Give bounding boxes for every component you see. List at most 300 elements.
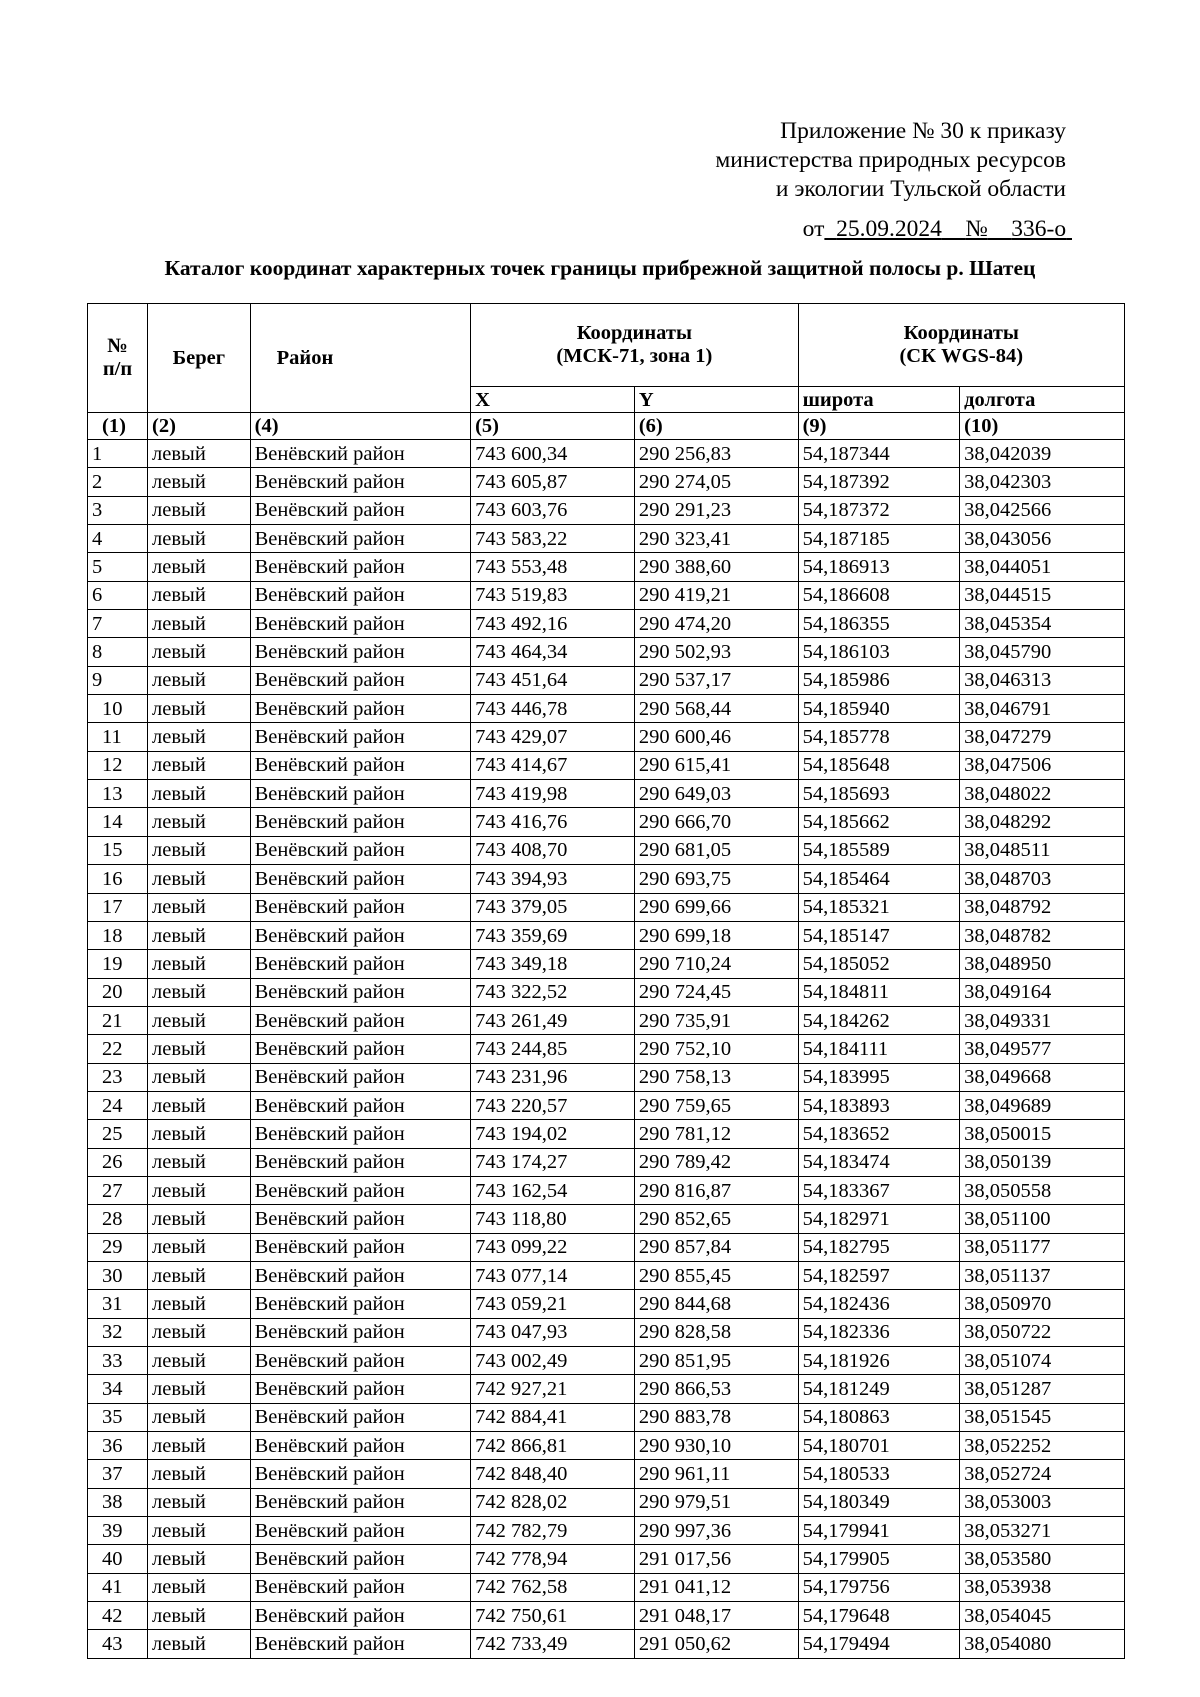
col-header-district: Район [250, 304, 470, 413]
bank-cell: левый [148, 1403, 251, 1431]
table-row [88, 1460, 1125, 1488]
column-number-cell: (9) [798, 413, 960, 440]
coord-x-cell: 743 429,07 [471, 723, 635, 751]
latitude-cell: 54,186913 [798, 553, 960, 581]
district-cell: Венёвский район [250, 638, 470, 666]
point-number-cell: 12 [88, 751, 148, 779]
coord-x-cell: 743 077,14 [471, 1261, 635, 1289]
longitude-cell: 38,054080 [960, 1630, 1125, 1658]
coord-y-cell: 290 710,24 [634, 950, 798, 978]
district-cell: Венёвский район [250, 1545, 470, 1573]
bank-cell: левый [148, 1035, 251, 1063]
bank-cell: левый [148, 1602, 251, 1630]
coord-y-cell: 290 758,13 [634, 1063, 798, 1091]
coord-y-cell: 290 735,91 [634, 1006, 798, 1034]
longitude-cell: 38,051074 [960, 1347, 1125, 1375]
longitude-cell: 38,048022 [960, 780, 1125, 808]
longitude-cell: 38,042303 [960, 468, 1125, 496]
longitude-cell: 38,042566 [960, 496, 1125, 524]
coord-x-cell: 742 848,40 [471, 1460, 635, 1488]
latitude-cell: 54,181926 [798, 1347, 960, 1375]
district-cell: Венёвский район [250, 1063, 470, 1091]
bank-cell: левый [148, 1517, 251, 1545]
bank-cell: левый [148, 1545, 251, 1573]
point-number-cell: 15 [88, 836, 148, 864]
bank-cell: левый [148, 1233, 251, 1261]
point-number-cell: 8 [88, 638, 148, 666]
table-row [88, 1347, 1125, 1375]
latitude-cell: 54,179494 [798, 1630, 960, 1658]
coord-y-cell: 290 291,23 [634, 496, 798, 524]
appendix-line-3: и экологии Тульской области [775, 176, 1066, 202]
point-number-cell: 14 [88, 808, 148, 836]
point-number-cell: 41 [88, 1573, 148, 1601]
col-header-coords-msk: Координаты (МСК-71, зона 1) [471, 304, 798, 387]
document-title: Каталог координат характерных точек границы прибрежной защитной полосы р. Шатец [164, 256, 1036, 280]
latitude-cell: 54,186355 [798, 610, 960, 638]
latitude-cell: 54,187392 [798, 468, 960, 496]
bank-cell: левый [148, 695, 251, 723]
bank-cell: левый [148, 1375, 251, 1403]
point-number-cell: 39 [88, 1517, 148, 1545]
bank-cell: левый [148, 1460, 251, 1488]
point-number-cell: 20 [88, 978, 148, 1006]
coord-y-cell: 290 699,66 [634, 893, 798, 921]
latitude-cell: 54,184262 [798, 1006, 960, 1034]
table-row [88, 496, 1125, 524]
coord-y-cell: 290 600,46 [634, 723, 798, 751]
table-row [88, 1403, 1125, 1431]
coord-x-cell: 743 244,85 [471, 1035, 635, 1063]
district-cell: Венёвский район [250, 1318, 470, 1346]
coord-x-cell: 743 414,67 [471, 751, 635, 779]
latitude-cell: 54,182597 [798, 1261, 960, 1289]
appendix-line-2: министерства природных ресурсов [715, 147, 1066, 173]
district-cell: Венёвский район [250, 1035, 470, 1063]
coord-y-cell: 290 759,65 [634, 1091, 798, 1119]
latitude-cell: 54,180533 [798, 1460, 960, 1488]
longitude-cell: 38,049164 [960, 978, 1125, 1006]
district-cell: Венёвский район [250, 581, 470, 609]
table-row [88, 1488, 1125, 1516]
longitude-cell: 38,051100 [960, 1205, 1125, 1233]
table-row [88, 978, 1125, 1006]
coord-y-cell: 290 851,95 [634, 1347, 798, 1375]
table-row [88, 1318, 1125, 1346]
col-header-num: № п/п [88, 304, 148, 413]
bank-cell: левый [148, 610, 251, 638]
coord-x-cell: 743 059,21 [471, 1290, 635, 1318]
district-cell: Венёвский район [250, 666, 470, 694]
latitude-cell: 54,184811 [798, 978, 960, 1006]
coord-x-cell: 743 261,49 [471, 1006, 635, 1034]
bank-cell: левый [148, 1176, 251, 1204]
point-number-cell: 13 [88, 780, 148, 808]
col-header-coords-wgs: Координаты (СК WGS-84) [798, 304, 1124, 387]
district-cell: Венёвский район [250, 1148, 470, 1176]
point-number-cell: 21 [88, 1006, 148, 1034]
latitude-cell: 54,183995 [798, 1063, 960, 1091]
col-header-x: X [471, 387, 635, 413]
point-number-cell: 33 [88, 1347, 148, 1375]
coord-y-cell: 290 857,84 [634, 1233, 798, 1261]
point-number-cell: 23 [88, 1063, 148, 1091]
latitude-cell: 54,182971 [798, 1205, 960, 1233]
coord-x-cell: 743 583,22 [471, 525, 635, 553]
table-row [88, 1630, 1125, 1658]
district-cell: Венёвский район [250, 865, 470, 893]
order-number: № 336-о [965, 216, 1067, 242]
coord-x-cell: 742 750,61 [471, 1602, 635, 1630]
longitude-cell: 38,049668 [960, 1063, 1125, 1091]
bank-cell: левый [148, 1347, 251, 1375]
header-row [88, 304, 1125, 387]
longitude-cell: 38,046313 [960, 666, 1125, 694]
district-cell: Венёвский район [250, 468, 470, 496]
longitude-cell: 38,045790 [960, 638, 1125, 666]
district-cell: Венёвский район [250, 1403, 470, 1431]
latitude-cell: 54,179756 [798, 1573, 960, 1601]
coord-y-cell: 290 666,70 [634, 808, 798, 836]
coord-x-cell: 743 047,93 [471, 1318, 635, 1346]
coord-x-cell: 742 778,94 [471, 1545, 635, 1573]
table-row [88, 638, 1125, 666]
coord-y-cell: 290 883,78 [634, 1403, 798, 1431]
table-row [88, 1205, 1125, 1233]
table-row [88, 950, 1125, 978]
coord-y-cell: 290 816,87 [634, 1176, 798, 1204]
point-number-cell: 19 [88, 950, 148, 978]
longitude-cell: 38,044515 [960, 581, 1125, 609]
table-row [88, 525, 1125, 553]
district-cell: Венёвский район [250, 1120, 470, 1148]
district-cell: Венёвский район [250, 695, 470, 723]
coord-y-cell: 291 017,56 [634, 1545, 798, 1573]
order-reference [803, 215, 1072, 244]
table-row [88, 468, 1125, 496]
col-header-bank: Берег [148, 304, 251, 413]
table-row [88, 666, 1125, 694]
coord-x-cell: 743 322,52 [471, 978, 635, 1006]
latitude-cell: 54,183367 [798, 1176, 960, 1204]
longitude-cell: 38,048782 [960, 921, 1125, 949]
point-number-cell: 10 [88, 695, 148, 723]
longitude-cell: 38,042039 [960, 440, 1125, 468]
point-number-cell: 6 [88, 581, 148, 609]
bank-cell: левый [148, 553, 251, 581]
bank-cell: левый [148, 1488, 251, 1516]
bank-cell: левый [148, 440, 251, 468]
table-row [88, 581, 1125, 609]
order-prefix: от [802, 216, 825, 242]
point-number-cell: 37 [88, 1460, 148, 1488]
point-number-cell: 28 [88, 1205, 148, 1233]
longitude-cell: 38,043056 [960, 525, 1125, 553]
column-number-cell: (1) [88, 413, 148, 440]
table-row [88, 1375, 1125, 1403]
table-row [88, 1573, 1125, 1601]
coord-y-cell: 290 693,75 [634, 865, 798, 893]
point-number-cell: 3 [88, 496, 148, 524]
table-row [88, 1035, 1125, 1063]
table-row [88, 1120, 1125, 1148]
district-cell: Венёвский район [250, 1006, 470, 1034]
latitude-cell: 54,186103 [798, 638, 960, 666]
bank-cell: левый [148, 468, 251, 496]
latitude-cell: 54,182336 [798, 1318, 960, 1346]
point-number-cell: 5 [88, 553, 148, 581]
point-number-cell: 27 [88, 1176, 148, 1204]
district-cell: Венёвский район [250, 1602, 470, 1630]
bank-cell: левый [148, 808, 251, 836]
district-cell: Венёвский район [250, 1460, 470, 1488]
coord-y-cell: 290 256,83 [634, 440, 798, 468]
longitude-cell: 38,044051 [960, 553, 1125, 581]
column-number-cell: (4) [250, 413, 470, 440]
coord-x-cell: 743 492,16 [471, 610, 635, 638]
latitude-cell: 54,185052 [798, 950, 960, 978]
table-row [88, 1176, 1125, 1204]
coordinates-table [87, 303, 1125, 1659]
longitude-cell: 38,045354 [960, 610, 1125, 638]
coord-x-cell: 743 519,83 [471, 581, 635, 609]
bank-cell: левый [148, 1120, 251, 1148]
latitude-cell: 54,180863 [798, 1403, 960, 1431]
coord-x-cell: 743 446,78 [471, 695, 635, 723]
district-cell: Венёвский район [250, 610, 470, 638]
coord-y-cell: 290 724,45 [634, 978, 798, 1006]
col-header-lat: широта [798, 387, 960, 413]
table-row [88, 1006, 1125, 1034]
table-row [88, 893, 1125, 921]
point-number-cell: 29 [88, 1233, 148, 1261]
point-number-cell: 16 [88, 865, 148, 893]
district-cell: Венёвский район [250, 1233, 470, 1261]
coord-y-cell: 290 274,05 [634, 468, 798, 496]
bank-cell: левый [148, 1091, 251, 1119]
coord-x-cell: 743 002,49 [471, 1347, 635, 1375]
coord-y-cell: 290 502,93 [634, 638, 798, 666]
point-number-cell: 11 [88, 723, 148, 751]
table-row [88, 1602, 1125, 1630]
bank-cell: левый [148, 1432, 251, 1460]
coord-y-cell: 290 649,03 [634, 780, 798, 808]
longitude-cell: 38,053938 [960, 1573, 1125, 1601]
table-row [88, 1148, 1125, 1176]
table-row [88, 695, 1125, 723]
coord-x-cell: 742 884,41 [471, 1403, 635, 1431]
point-number-cell: 7 [88, 610, 148, 638]
district-cell: Венёвский район [250, 1488, 470, 1516]
bank-cell: левый [148, 581, 251, 609]
bank-cell: левый [148, 836, 251, 864]
longitude-cell: 38,048950 [960, 950, 1125, 978]
coord-x-cell: 742 828,02 [471, 1488, 635, 1516]
appendix-line-1: Приложение № 30 к приказу [780, 118, 1066, 144]
district-cell: Венёвский район [250, 1261, 470, 1289]
coord-x-cell: 743 118,80 [471, 1205, 635, 1233]
table-row [88, 808, 1125, 836]
bank-cell: левый [148, 893, 251, 921]
latitude-cell: 54,180701 [798, 1432, 960, 1460]
coord-x-cell: 743 162,54 [471, 1176, 635, 1204]
coord-y-cell: 291 041,12 [634, 1573, 798, 1601]
coord-x-cell: 742 762,58 [471, 1573, 635, 1601]
district-cell: Венёвский район [250, 1205, 470, 1233]
latitude-cell: 54,183652 [798, 1120, 960, 1148]
coord-y-cell: 290 781,12 [634, 1120, 798, 1148]
column-number-cell: (10) [960, 413, 1125, 440]
bank-cell: левый [148, 865, 251, 893]
coord-y-cell: 290 681,05 [634, 836, 798, 864]
column-number-cell: (6) [634, 413, 798, 440]
longitude-cell: 38,054045 [960, 1602, 1125, 1630]
coord-x-cell: 742 866,81 [471, 1432, 635, 1460]
point-number-cell: 2 [88, 468, 148, 496]
latitude-cell: 54,185464 [798, 865, 960, 893]
table-row [88, 1261, 1125, 1289]
bank-cell: левый [148, 1630, 251, 1658]
table-row [88, 1432, 1125, 1460]
latitude-cell: 54,182795 [798, 1233, 960, 1261]
bank-cell: левый [148, 1006, 251, 1034]
table-row [88, 780, 1125, 808]
appendix-header [506, 117, 1066, 204]
longitude-cell: 38,049577 [960, 1035, 1125, 1063]
longitude-cell: 38,047279 [960, 723, 1125, 751]
coord-y-cell: 290 752,10 [634, 1035, 798, 1063]
coord-x-cell: 742 733,49 [471, 1630, 635, 1658]
point-number-cell: 43 [88, 1630, 148, 1658]
district-cell: Венёвский район [250, 1432, 470, 1460]
bank-cell: левый [148, 751, 251, 779]
coord-x-cell: 743 194,02 [471, 1120, 635, 1148]
district-cell: Венёвский район [250, 780, 470, 808]
table-row [88, 1233, 1125, 1261]
point-number-cell: 18 [88, 921, 148, 949]
point-number-cell: 35 [88, 1403, 148, 1431]
district-cell: Венёвский район [250, 836, 470, 864]
table-row [88, 1063, 1125, 1091]
district-cell: Венёвский район [250, 1347, 470, 1375]
bank-cell: левый [148, 666, 251, 694]
district-cell: Венёвский район [250, 1630, 470, 1658]
coord-x-cell: 743 600,34 [471, 440, 635, 468]
coord-x-cell: 743 605,87 [471, 468, 635, 496]
coord-y-cell: 290 855,45 [634, 1261, 798, 1289]
coord-y-cell: 290 997,36 [634, 1517, 798, 1545]
district-cell: Венёвский район [250, 751, 470, 779]
table-row [88, 836, 1125, 864]
coord-x-cell: 743 174,27 [471, 1148, 635, 1176]
longitude-cell: 38,046791 [960, 695, 1125, 723]
order-date: 25.09.2024 [836, 216, 942, 242]
point-number-cell: 32 [88, 1318, 148, 1346]
bank-cell: левый [148, 723, 251, 751]
longitude-cell: 38,050558 [960, 1176, 1125, 1204]
district-cell: Венёвский район [250, 553, 470, 581]
longitude-cell: 38,047506 [960, 751, 1125, 779]
district-cell: Венёвский район [250, 525, 470, 553]
bank-cell: левый [148, 950, 251, 978]
longitude-cell: 38,048292 [960, 808, 1125, 836]
coord-y-cell: 290 789,42 [634, 1148, 798, 1176]
latitude-cell: 54,187185 [798, 525, 960, 553]
longitude-cell: 38,049689 [960, 1091, 1125, 1119]
coord-y-cell: 290 388,60 [634, 553, 798, 581]
coord-x-cell: 743 451,64 [471, 666, 635, 694]
table-row [88, 1091, 1125, 1119]
district-cell: Венёвский район [250, 440, 470, 468]
coord-y-cell: 290 866,53 [634, 1375, 798, 1403]
coord-y-cell: 290 699,18 [634, 921, 798, 949]
district-cell: Венёвский район [250, 1091, 470, 1119]
bank-cell: левый [148, 1205, 251, 1233]
table-row [88, 440, 1125, 468]
point-number-cell: 4 [88, 525, 148, 553]
district-cell: Венёвский район [250, 1290, 470, 1318]
latitude-cell: 54,185940 [798, 695, 960, 723]
longitude-cell: 38,051287 [960, 1375, 1125, 1403]
point-number-cell: 26 [88, 1148, 148, 1176]
longitude-cell: 38,048511 [960, 836, 1125, 864]
bank-cell: левый [148, 638, 251, 666]
longitude-cell: 38,049331 [960, 1006, 1125, 1034]
district-cell: Венёвский район [250, 921, 470, 949]
table-row [88, 610, 1125, 638]
latitude-cell: 54,179648 [798, 1602, 960, 1630]
coord-x-cell: 743 231,96 [471, 1063, 635, 1091]
coord-x-cell: 743 603,76 [471, 496, 635, 524]
point-number-cell: 40 [88, 1545, 148, 1573]
bank-cell: левый [148, 1573, 251, 1601]
longitude-cell: 38,053580 [960, 1545, 1125, 1573]
coord-y-cell: 291 048,17 [634, 1602, 798, 1630]
bank-cell: левый [148, 1148, 251, 1176]
coord-y-cell: 291 050,62 [634, 1630, 798, 1658]
district-cell: Венёвский район [250, 1573, 470, 1601]
point-number-cell: 30 [88, 1261, 148, 1289]
table-row [88, 751, 1125, 779]
bank-cell: левый [148, 1261, 251, 1289]
col-header-lon: долгота [960, 387, 1125, 413]
longitude-cell: 38,050015 [960, 1120, 1125, 1148]
coord-x-cell: 743 349,18 [471, 950, 635, 978]
longitude-cell: 38,051177 [960, 1233, 1125, 1261]
district-cell: Венёвский район [250, 950, 470, 978]
coord-y-cell: 290 852,65 [634, 1205, 798, 1233]
coord-x-cell: 743 359,69 [471, 921, 635, 949]
point-number-cell: 38 [88, 1488, 148, 1516]
latitude-cell: 54,184111 [798, 1035, 960, 1063]
point-number-cell: 24 [88, 1091, 148, 1119]
bank-cell: левый [148, 921, 251, 949]
bank-cell: левый [148, 1318, 251, 1346]
point-number-cell: 1 [88, 440, 148, 468]
bank-cell: левый [148, 525, 251, 553]
coord-y-cell: 290 419,21 [634, 581, 798, 609]
coord-x-cell: 742 782,79 [471, 1517, 635, 1545]
table-row [88, 723, 1125, 751]
district-cell: Венёвский район [250, 978, 470, 1006]
bank-cell: левый [148, 978, 251, 1006]
latitude-cell: 54,183474 [798, 1148, 960, 1176]
coord-x-cell: 743 553,48 [471, 553, 635, 581]
coord-x-cell: 743 099,22 [471, 1233, 635, 1261]
longitude-cell: 38,053003 [960, 1488, 1125, 1516]
coord-y-cell: 290 828,58 [634, 1318, 798, 1346]
table-row [88, 921, 1125, 949]
